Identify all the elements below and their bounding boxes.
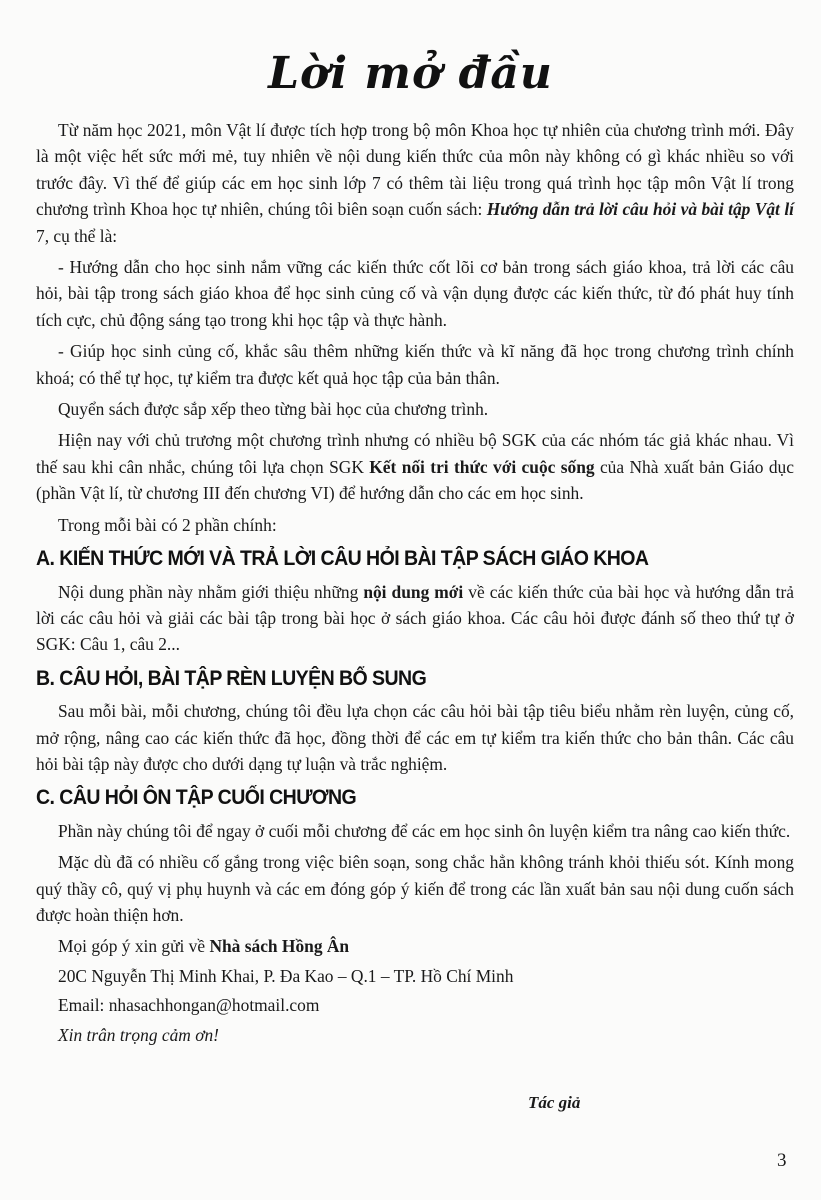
structure-paragraph: Quyển sách được sắp xếp theo từng bài học của chương trình. [58,399,489,420]
document-body [36,117,794,1051]
section-a-start: Nội dung phần này nhằm giới thiệu những [58,581,364,602]
section-a-text [36,579,794,658]
bullet-2: - Giúp học sinh củng cố, khắc sâu thêm những kiến thức và kĩ năng đã học trong chương trình chính khoá; có thể tự học, tự kiểm tra được kết quả học tập của bản thân. [36,341,794,388]
intro-end: 7, cụ thể là: [36,225,118,246]
page-number: 3 [777,1150,787,1171]
section-b-text: Sau mỗi bài, mỗi chương, chúng tôi đều lựa chọn các câu hỏi bài tập tiêu biểu nhằm rèn luyện, củng cố, mở rộng, nâng cao các kiến thức đã học, đồng thời để các em tự kiểm tra kiến thức cho bản thân. Các câu hỏi bài tập này được cho dưới dạng tự luận và trắc nghiệm. [36,701,794,774]
textbook-series: Kết nối tri thức với cuộc sống [369,456,595,477]
page-title: Lời mở đầu [268,48,553,99]
email-line: Email: nhasachhongan@hotmail.com [58,995,320,1016]
section-a-end: về các kiến thức của bài học và hướng dẫn trả lời các câu hỏi và giải các bài tập trong bài học ở sách giáo khoa. Các câu hỏi được đánh số theo thứ tự ở SGK: Câu 1, câu 2... [36,581,794,655]
intro-paragraph [36,117,794,249]
section-a-bold: nội dung mới [363,581,464,602]
textbook-text: Hiện nay với chủ trương một chương trình nhưng có nhiều bộ SGK của các nhóm tác giả khác nhau. Vì thế sau khi cân nhắc, chúng tôi lựa chọn SGK [36,430,794,477]
section-b-heading: B. CÂU HỎI, BÀI TẬP RÈN LUYỆN BỔ SUNG [36,666,427,690]
author-signature: Tác giả [528,1093,581,1112]
parts-paragraph: Trong mỗi bài có 2 phần chính: [58,514,277,535]
book-title: Hướng dẫn trả lời câu hỏi và bài tập Vật lí [486,199,794,220]
textbook-end: của Nhà xuất bản Giáo dục (phần Vật lí, từ chương III đến chương VI) để hướng dẫn cho các em học sinh. [36,456,794,504]
intro-text: Từ năm học 2021, môn Vật lí được tích hợp trong bộ môn Khoa học tự nhiên của chương trình mới. Đây là một việc hết sức mới mẻ, tuy nhiên về nội dung kiến thức của môn này không có gì khác nhiều so với trước đây. Vì thế để giúp các em học sinh lớp 7 có thêm tài liệu trong quá trình học tập môn Vật lí trong chương trình Khoa học tự nhiên, chúng tôi biên soạn cuốn sách: [36,120,794,220]
contact-line [36,933,794,959]
contact-name: Nhà sách Hồng Ân [209,936,350,957]
bullet-1: - Hướng dẫn cho học sinh nắm vững các kiến thức cốt lõi cơ bản trong sách giáo khoa, trả lời các câu hỏi, bài tập trong sách giáo khoa để học sinh củng cố và vận dụng được các kiến thức, từ đó phát huy tính tích cực, chủ động sáng tạo trong khi học tập và thực hành. [36,257,794,330]
section-c-text: Phần này chúng tôi để ngay ở cuối mỗi chương để các em học sinh ôn luyện kiểm tra nâng cao kiến thức. [58,820,791,841]
section-c-heading: C. CÂU HỎI ÔN TẬP CUỐI CHƯƠNG [36,786,357,810]
address-line: 20C Nguyễn Thị Minh Khai, P. Đa Kao – Q.1 – TP. Hồ Chí Minh [58,965,514,986]
thanks-line: Xin trân trọng cảm ơn! [58,1024,219,1045]
section-a-heading: A. KIẾN THỨC MỚI VÀ TRẢ LỜI CÂU HỎI BÀI TẬP SÁCH GIÁO KHOA [36,547,649,571]
closing-paragraph: Mặc dù đã có nhiều cố gắng trong việc biên soạn, song chắc hẳn không tránh khỏi thiếu sót. Kính mong quý thầy cô, quý vị phụ huynh và các em đóng góp ý kiến để trong các lần xuất bản sau nội dung cuốn sách được hoàn thiện hơn. [36,852,794,925]
contact-prefix: Mọi góp ý xin gửi về [58,936,210,957]
textbook-paragraph [36,427,794,506]
